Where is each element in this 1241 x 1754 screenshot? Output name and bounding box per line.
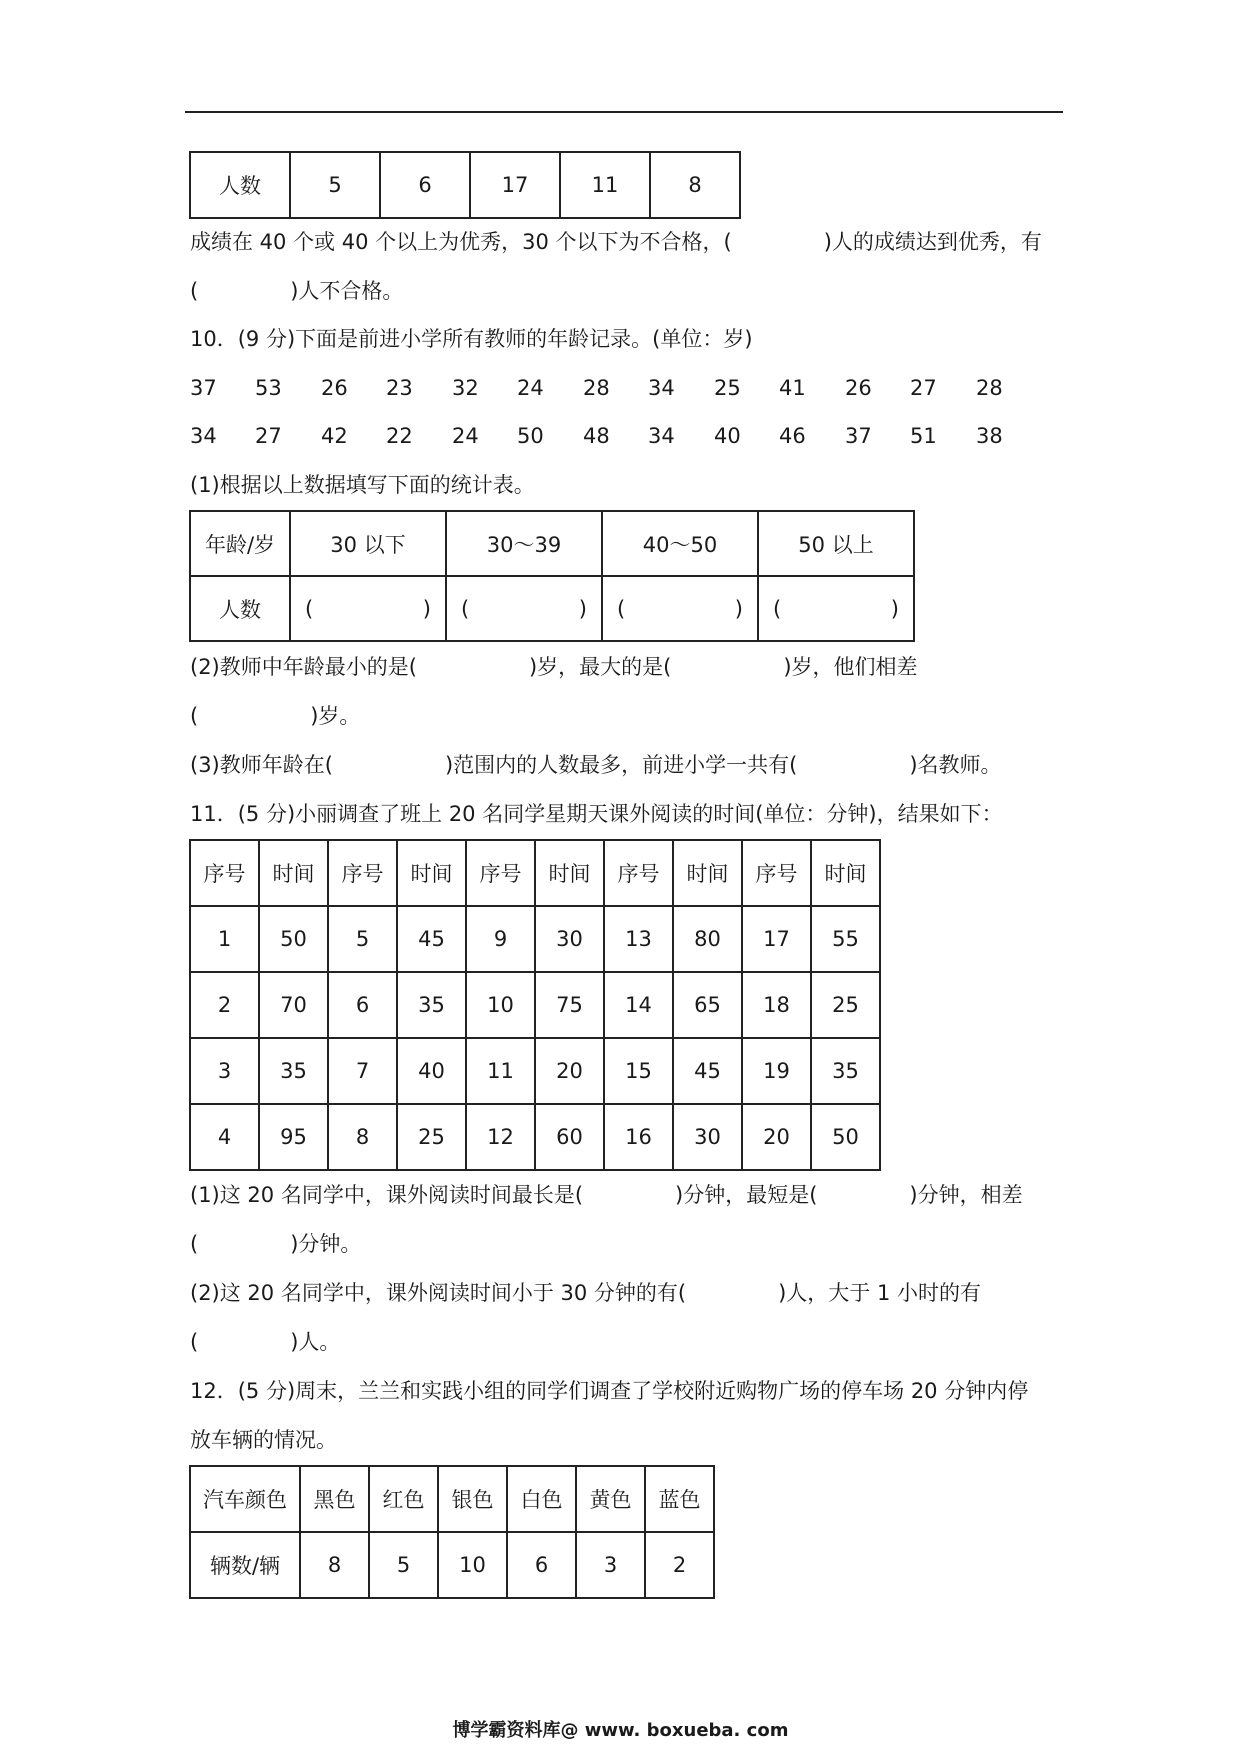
table-cell: 20 xyxy=(742,1104,811,1170)
header-cell: 银色 xyxy=(438,1466,507,1532)
age-value: 37 xyxy=(845,424,872,448)
table-cell: 2 xyxy=(645,1532,714,1598)
header-cell: 序号 xyxy=(742,840,811,906)
answer-cell[interactable] xyxy=(758,576,914,641)
footer-watermark: 博学霸资料库@ www. boxueba. com xyxy=(452,1720,789,1741)
table-row xyxy=(190,1104,880,1170)
age-value: 28 xyxy=(976,376,1003,400)
age-value: 24 xyxy=(452,424,479,448)
table-cell: 35 xyxy=(259,1038,328,1104)
q10-sub2-line2 xyxy=(190,701,360,731)
answer-cell[interactable] xyxy=(290,576,446,641)
header-rule xyxy=(185,111,1063,113)
age-value: 28 xyxy=(583,376,610,400)
header-cell: 黄色 xyxy=(576,1466,645,1532)
table-cell: 55 xyxy=(811,906,880,972)
table-cell: 95 xyxy=(259,1104,328,1170)
q11-sub1-text-b: )分钟，最短是( xyxy=(675,1183,818,1207)
age-value: 22 xyxy=(386,424,413,448)
header-cell: 序号 xyxy=(328,840,397,906)
table-cell: 5 xyxy=(328,906,397,972)
age-stats-table xyxy=(189,510,915,642)
table-cell: 80 xyxy=(673,906,742,972)
paren-open: ( xyxy=(773,596,782,621)
table-cell: 45 xyxy=(673,1038,742,1104)
age-value: 23 xyxy=(386,376,413,400)
age-value: 40 xyxy=(714,424,741,448)
table-cell: 11 xyxy=(560,152,650,218)
age-value: 34 xyxy=(648,424,675,448)
q10-sub2-text-b: )岁，最大的是( xyxy=(528,655,672,679)
paren-close: ) xyxy=(734,596,743,621)
table-cell: 20 xyxy=(535,1038,604,1104)
header-cell: 红色 xyxy=(369,1466,438,1532)
paren-open: ( xyxy=(617,596,626,621)
q11-sub2-text-c: ( xyxy=(190,1330,199,1354)
table-cell: 4 xyxy=(190,1104,259,1170)
age-value: 41 xyxy=(779,376,806,400)
answer-cell[interactable] xyxy=(602,576,758,641)
table-row xyxy=(190,1532,714,1598)
table-cell: 12 xyxy=(466,1104,535,1170)
table-cell: 13 xyxy=(604,906,673,972)
q10-sub2-line1 xyxy=(190,652,918,682)
table-cell: 45 xyxy=(397,906,466,972)
header-cell: 40～50 xyxy=(602,511,758,576)
age-value: 50 xyxy=(517,424,544,448)
q9-text-c: ( xyxy=(190,279,199,303)
age-value: 26 xyxy=(845,376,872,400)
q9-line1 xyxy=(190,227,1042,257)
row-label: 辆数/辆 xyxy=(190,1532,300,1598)
table-cell: 75 xyxy=(535,972,604,1038)
table-cell: 1 xyxy=(190,906,259,972)
header-cell: 黑色 xyxy=(300,1466,369,1532)
table-cell: 8 xyxy=(300,1532,369,1598)
table-row xyxy=(190,576,914,641)
age-value: 46 xyxy=(779,424,806,448)
age-value: 27 xyxy=(910,376,937,400)
car-colors-table xyxy=(189,1465,715,1599)
row-label: 人数 xyxy=(190,152,290,218)
age-value: 51 xyxy=(910,424,937,448)
q11-sub2-line1 xyxy=(190,1278,981,1308)
table-row xyxy=(190,511,914,576)
table-cell: 6 xyxy=(380,152,470,218)
table-cell: 2 xyxy=(190,972,259,1038)
table-cell: 19 xyxy=(742,1038,811,1104)
table-cell: 5 xyxy=(290,152,380,218)
table-cell: 5 xyxy=(369,1532,438,1598)
header-cell: 时间 xyxy=(673,840,742,906)
table-cell: 70 xyxy=(259,972,328,1038)
table-row xyxy=(190,1038,880,1104)
paren-open: ( xyxy=(461,596,470,621)
table-cell: 17 xyxy=(742,906,811,972)
q9-line2 xyxy=(190,276,403,306)
header-cell: 50 以上 xyxy=(758,511,914,576)
q10-title: 10．(9 分)下面是前进小学所有教师的年龄记录。(单位：岁) xyxy=(190,327,753,351)
q10-sub2-text-d: ( xyxy=(190,704,199,728)
paren-close: ) xyxy=(422,596,431,621)
table-cell: 11 xyxy=(466,1038,535,1104)
q11-sub1-text-e: )分钟。 xyxy=(290,1232,362,1256)
age-value: 37 xyxy=(190,376,217,400)
q9-text-d: )人不合格。 xyxy=(290,279,404,303)
q10-sub3-text-b: )范围内的人数最多，前进小学一共有( xyxy=(444,753,798,777)
age-value: 24 xyxy=(517,376,544,400)
age-value: 26 xyxy=(321,376,348,400)
age-value: 34 xyxy=(190,424,217,448)
q11-sub2-text-a: (2)这 20 名同学中，课外阅读时间小于 30 分钟的有( xyxy=(190,1281,687,1305)
table-row xyxy=(190,972,880,1038)
table-cell: 35 xyxy=(811,1038,880,1104)
header-cell: 蓝色 xyxy=(645,1466,714,1532)
table-cell: 14 xyxy=(604,972,673,1038)
q10-sub3-text-a: (3)教师年龄在( xyxy=(190,753,333,777)
q11-sub2-line2 xyxy=(190,1327,340,1357)
paren-close: ) xyxy=(890,596,899,621)
scores-table xyxy=(189,151,741,219)
age-value: 38 xyxy=(976,424,1003,448)
age-value: 48 xyxy=(583,424,610,448)
q11-sub2-text-b: )人，大于 1 小时的有 xyxy=(778,1281,981,1305)
q11-sub1-line1 xyxy=(190,1180,1023,1210)
table-cell: 15 xyxy=(604,1038,673,1104)
table-cell: 50 xyxy=(811,1104,880,1170)
q11-sub1-text-c: )分钟，相差 xyxy=(909,1183,1023,1207)
header-cell: 年龄/岁 xyxy=(190,511,290,576)
table-cell: 65 xyxy=(673,972,742,1038)
q10-sub3-text-c: )名教师。 xyxy=(909,753,1002,777)
table-row xyxy=(190,840,880,906)
header-cell: 时间 xyxy=(811,840,880,906)
table-cell: 8 xyxy=(650,152,740,218)
header-cell: 白色 xyxy=(507,1466,576,1532)
header-cell: 时间 xyxy=(259,840,328,906)
header-cell: 序号 xyxy=(604,840,673,906)
header-cell: 时间 xyxy=(535,840,604,906)
age-value: 34 xyxy=(648,376,675,400)
age-value: 53 xyxy=(255,376,282,400)
row-label: 人数 xyxy=(190,576,290,641)
q11-title: 11．(5 分)小丽调查了班上 20 名同学星期天课外阅读的时间(单位：分钟)，结果如下： xyxy=(190,802,1003,826)
q10-sub1: (1)根据以上数据填写下面的统计表。 xyxy=(190,473,535,497)
table-cell: 8 xyxy=(328,1104,397,1170)
header-cell: 30 以下 xyxy=(290,511,446,576)
age-value: 27 xyxy=(255,424,282,448)
table-cell: 30 xyxy=(535,906,604,972)
table-cell: 25 xyxy=(811,972,880,1038)
table-row xyxy=(190,152,740,218)
header-cell: 时间 xyxy=(397,840,466,906)
table-cell: 10 xyxy=(438,1532,507,1598)
q11-sub1-line2 xyxy=(190,1229,361,1259)
table-cell: 40 xyxy=(397,1038,466,1104)
table-cell: 25 xyxy=(397,1104,466,1170)
q11-sub2-text-d: )人。 xyxy=(290,1330,341,1354)
table-cell: 50 xyxy=(259,906,328,972)
header-cell: 汽车颜色 xyxy=(190,1466,300,1532)
paren-open: ( xyxy=(305,596,314,621)
table-cell: 3 xyxy=(190,1038,259,1104)
table-cell: 30 xyxy=(673,1104,742,1170)
table-cell: 18 xyxy=(742,972,811,1038)
q11-sub1-text-d: ( xyxy=(190,1232,199,1256)
table-cell: 9 xyxy=(466,906,535,972)
age-value: 42 xyxy=(321,424,348,448)
answer-cell[interactable] xyxy=(446,576,602,641)
q12-title-line1: 12．(5 分)周末，兰兰和实践小组的同学们调查了学校附近购物广场的停车场 20 分钟内停 xyxy=(190,1379,1029,1403)
table-cell: 60 xyxy=(535,1104,604,1170)
table-cell: 6 xyxy=(328,972,397,1038)
q9-text-a: 成绩在 40 个或 40 个以上为优秀，30 个以下为不合格，( xyxy=(190,230,732,254)
q12-title-line2: 放车辆的情况。 xyxy=(190,1428,337,1452)
paren-close: ) xyxy=(578,596,587,621)
table-cell: 7 xyxy=(328,1038,397,1104)
q10-sub2-text-c: )岁，他们相差 xyxy=(783,655,918,679)
q10-sub3 xyxy=(190,750,1002,780)
table-cell: 16 xyxy=(604,1104,673,1170)
reading-time-table xyxy=(189,839,881,1171)
table-cell: 17 xyxy=(470,152,560,218)
header-cell: 序号 xyxy=(466,840,535,906)
q9-text-b: )人的成绩达到优秀，有 xyxy=(823,230,1042,254)
table-cell: 3 xyxy=(576,1532,645,1598)
age-value: 32 xyxy=(452,376,479,400)
q11-sub1-text-a: (1)这 20 名同学中，课外阅读时间最长是( xyxy=(190,1183,584,1207)
table-cell: 35 xyxy=(397,972,466,1038)
table-row xyxy=(190,1466,714,1532)
age-value: 25 xyxy=(714,376,741,400)
q10-sub2-text-e: )岁。 xyxy=(310,704,361,728)
table-cell: 10 xyxy=(466,972,535,1038)
header-cell: 序号 xyxy=(190,840,259,906)
q10-sub2-text-a: (2)教师中年龄最小的是( xyxy=(190,655,417,679)
header-cell: 30～39 xyxy=(446,511,602,576)
table-row xyxy=(190,906,880,972)
table-cell: 6 xyxy=(507,1532,576,1598)
